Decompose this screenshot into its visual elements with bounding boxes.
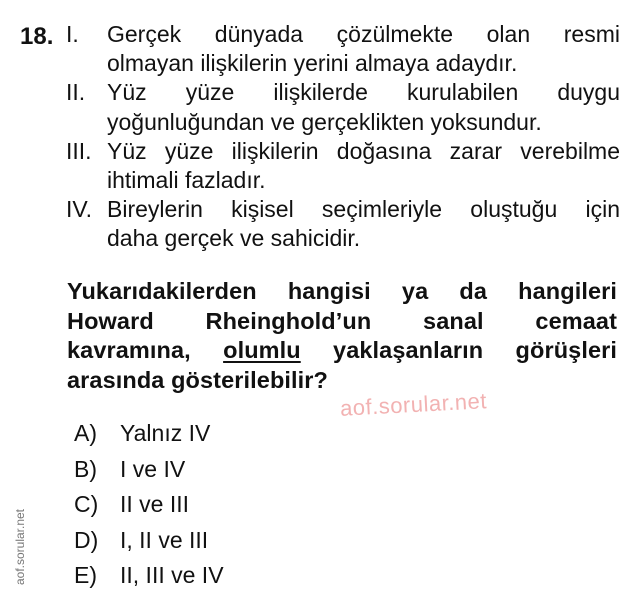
statement-line: Gerçek dünyada çözülmekte olan resmi (107, 21, 620, 47)
side-watermark: aof.sorular.net (13, 508, 27, 586)
statement-4 (66, 195, 620, 253)
option-letter: B) (74, 455, 97, 482)
option-letter: C) (74, 491, 99, 518)
option-d[interactable] (74, 523, 224, 559)
option-b[interactable] (74, 452, 224, 488)
statement-line: ihtimali fazladır. (107, 167, 266, 194)
option-c[interactable] (74, 487, 224, 523)
stem-line-1: Yukarıdakilerden hangisi ya da hangileri (67, 278, 617, 304)
option-text: Yalnız IV (120, 420, 211, 447)
statement-text (107, 20, 620, 78)
statement-line: Bireylerin kişisel seçimleriyle oluştuğu için (107, 196, 620, 223)
statement-line: yoğunluğundan ve gerçeklikten yoksundur. (107, 108, 542, 135)
option-letter: A) (74, 420, 97, 447)
statement-line: Yüz yüze ilişkilerde kurulabilen duygu (107, 79, 620, 106)
statement-line: Yüz yüze ilişkilerin doğasına zarar verebilme (107, 137, 620, 164)
statement-1 (66, 20, 620, 78)
statement-text (107, 195, 620, 253)
option-text: II ve III (120, 491, 190, 518)
statement-line: daha gerçek ve sahicidir. (107, 225, 361, 252)
stem-line-2: Howard Rheinghold’un sanal cemaat (67, 307, 617, 334)
question-number: 18. (20, 23, 54, 50)
stem-line-3 (67, 336, 617, 366)
question-stem (67, 277, 617, 395)
option-letter: D) (74, 526, 99, 553)
center-watermark: aof.sorular.net (339, 388, 488, 421)
option-letter: E) (74, 562, 97, 589)
option-text: I, II ve III (120, 526, 209, 553)
statement-roman: I. (66, 21, 79, 47)
stem-text: yaklaşanların görüşleri (333, 337, 617, 363)
option-text: II, III ve IV (120, 562, 224, 589)
stem-text: kavramına, (67, 337, 191, 363)
statement-line: olmayan ilişkilerin yerini almaya adaydır. (107, 50, 518, 77)
option-a[interactable] (74, 416, 224, 452)
stem-line-4: arasında gösterilebilir? (67, 366, 328, 393)
emphasized-word: olumlu (223, 337, 301, 363)
option-e[interactable] (74, 558, 224, 594)
statement-list (66, 20, 620, 254)
answer-options (74, 416, 224, 594)
statement-roman: IV. (66, 196, 93, 223)
statement-2 (66, 78, 620, 136)
statement-roman: II. (66, 79, 86, 106)
statement-3 (66, 137, 620, 195)
statement-text (107, 137, 620, 195)
statement-roman: III. (66, 137, 92, 164)
statement-text (107, 78, 620, 136)
option-text: I ve IV (120, 455, 186, 482)
